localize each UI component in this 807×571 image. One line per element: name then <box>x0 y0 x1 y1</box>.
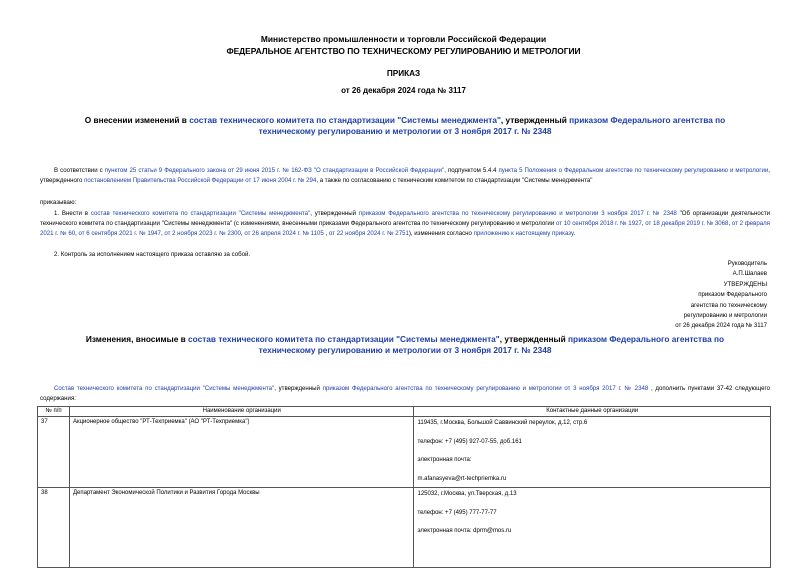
link-order-2300[interactable]: от 2 ноября 2023 г. № 2300 <box>164 230 241 237</box>
email-label: электронная почта: dprm@mos.ru <box>417 528 512 535</box>
prikazyvayu-text: приказываю: <box>40 199 77 206</box>
link-order-2751[interactable]: от 22 ноября 2024 г. № 2751 <box>328 230 409 237</box>
link-committee[interactable]: Состав технического комитета по стандартизации "Системы менеджмента" <box>54 385 275 392</box>
preamble-paragraph <box>40 166 770 186</box>
text: , дополнить пунктами 37-42 следующего содержания: <box>40 385 770 402</box>
link-order-1927[interactable]: от 10 сентября 2018 г. № 1927 <box>555 220 642 227</box>
organization-name: Департамент Экономической Политики и Развития Города Москвы <box>69 488 414 568</box>
link-regulation[interactable]: пункта 5 Положения о Федеральном агентстве по техническому регулированию и метрологии <box>498 167 769 174</box>
text: ), изменения согласно <box>408 230 474 237</box>
link-order-1947[interactable]: от 6 сентября 2021 г. № 1947 <box>78 230 161 237</box>
organizations-table <box>37 406 771 568</box>
appendix-title <box>60 334 750 356</box>
title-text: О внесении изменений в <box>84 115 190 125</box>
text: , <box>75 230 79 237</box>
approval-line: от 26 декабря 2024 года № 3117 <box>675 322 767 330</box>
item-1-paragraph <box>40 209 770 239</box>
address: 125032, г.Москва, ул.Тверская, д.13 <box>417 491 517 497</box>
title-link-order[interactable]: приказом Федерального агентства по техническому регулированию и метрологии от 3 ноября 2017 г. № 2348 <box>258 334 725 355</box>
approved-label: УТВЕРЖДЕНЫ <box>723 280 767 288</box>
column-header: № п/п <box>38 407 70 417</box>
agency-name: ФЕДЕРАЛЬНОЕ АГЕНТСТВО ПО ТЕХНИЧЕСКОМУ РЕГУЛИРОВАНИЮ И МЕТРОЛОГИИ <box>226 46 581 56</box>
link-federal-law[interactable]: пунктом 25 статьи 9 Федерального закона от 29 июня 2015 г. № 162-ФЗ "О стандартизации в Российской Федерации" <box>104 167 445 174</box>
link-order-1105[interactable]: от 26 апреля 2024 г. № 1105 <box>244 230 324 237</box>
link-appendix[interactable]: приложению к настоящему приказу <box>473 230 574 237</box>
document-date-number: от 26 декабря 2024 года № 3117 <box>341 86 466 95</box>
address: 119435, г.Москва, Большой Саввинский переулок, д.12, стр.6 <box>417 420 588 426</box>
signer-role: Руководитель <box>727 260 767 267</box>
text: , утвержденный <box>310 210 359 217</box>
document-type: ПРИКАЗ <box>386 69 421 78</box>
table-header-row <box>38 407 771 417</box>
column-header: Контактные данные организации <box>414 407 771 417</box>
title-text: , утвержденный <box>499 334 568 344</box>
text: , утвержденный <box>274 385 323 392</box>
column-header: Наименование организации <box>69 407 414 417</box>
phone: телефон: +7 (495) 927-07-55, доб.161 <box>417 438 522 445</box>
table-row <box>38 488 771 568</box>
title-link-committee[interactable]: состав технического комитета по стандартизации "Системы менеджмента" <box>188 334 500 344</box>
text: , подпунктом 5.4.4 <box>444 167 499 174</box>
signature-block <box>627 259 767 332</box>
row-number: 38 <box>38 488 70 568</box>
text: 1. Внести в <box>54 210 91 217</box>
organization-name: Акционерное общество "РТ-Техприемка" (АО "РТ-Техприемка") <box>69 417 414 488</box>
approval-line: агентства по техническому <box>690 301 767 309</box>
title-link-committee[interactable]: состав технического комитета по стандартизации "Системы менеджмента" <box>189 115 501 125</box>
link-government-decree[interactable]: постановлением Правительства Российской Федерации от 17 июня 2004 г. № 294 <box>84 177 317 184</box>
text: В соответствии с <box>54 167 105 174</box>
link-order-2348[interactable]: приказом Федерального агентства по техническому регулированию и метрологии от 3 ноября 2017 г. № 2348 <box>322 385 649 392</box>
text: , <box>240 230 245 237</box>
text: , <box>160 230 165 237</box>
text: , а также по согласованию с техническим комитетом по стандартизации "Системы менеджмента" <box>316 177 593 184</box>
link-order-60[interactable]: от 2 февраля 2021 г. № 60 <box>40 220 770 237</box>
text: , утвержденного <box>40 167 770 184</box>
appendix-paragraph <box>40 384 770 404</box>
phone: телефон: +7 (495) 777-77-77 <box>417 509 497 516</box>
table-row <box>38 417 771 488</box>
title-text: , утвержденный <box>500 115 570 125</box>
email-label: электронная почта: <box>417 457 472 464</box>
contact-cell <box>414 417 771 488</box>
document-title <box>60 115 750 137</box>
text: , <box>641 220 646 227</box>
item-2-paragraph: 2. Контроль за исполнением настоящего приказа оставляю за собой. <box>54 251 251 258</box>
text: "Об организации деятельности технического комитета по стандартизации "Системы менеджмента" (с изменениями, внесенными приказами Федерального агентства по техническому регулированию и метрологии <box>40 210 771 227</box>
row-number: 37 <box>38 417 70 488</box>
link-committee[interactable]: состав технического комитета по стандартизации "Системы менеджмента" <box>90 210 311 217</box>
text: . <box>573 230 576 237</box>
ministry-name: Министерство промышленности и торговли Российской Федерации <box>260 34 547 44</box>
link-order-3068[interactable]: от 18 декабря 2019 г. № 3068 <box>645 220 729 227</box>
approval-line: регулированию и метрологии <box>683 312 767 320</box>
text: , <box>323 230 329 237</box>
title-link-order[interactable]: приказом Федерального агентства по техническому регулированию и метрологии от 3 ноября 2017 г. № 2348 <box>258 115 726 136</box>
contact-cell <box>414 488 771 568</box>
approval-line: приказом Федерального <box>698 291 767 299</box>
link-order-2348[interactable]: приказом Федерального агентства по техническому регулированию и метрологии 3 ноября 2017 г. № 2348 <box>358 210 677 217</box>
text: , <box>728 220 732 227</box>
title-text: Изменения, вносимые в <box>85 334 189 344</box>
signer-name: А.П.Шалаев <box>732 270 767 278</box>
email: m.afanasyeva@rt-techpriemka.ru <box>417 475 507 482</box>
